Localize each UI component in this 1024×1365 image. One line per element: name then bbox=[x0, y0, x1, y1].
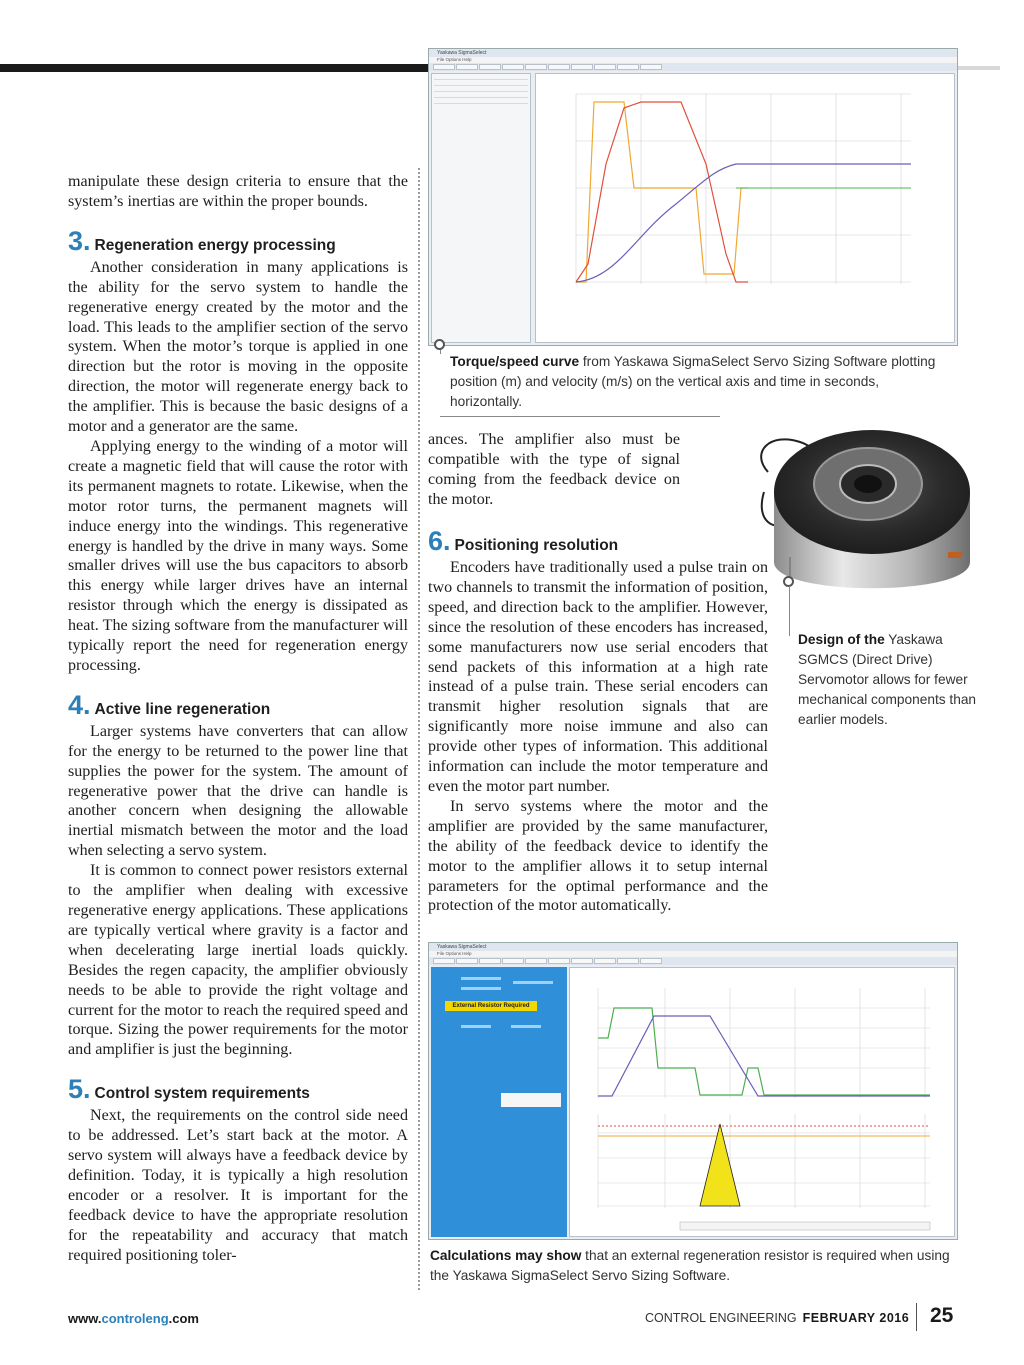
header-rule bbox=[0, 64, 440, 72]
callout-line-motor bbox=[789, 586, 790, 636]
paragraph: In servo systems where the motor and the amplifier are provided by the same manufacturer, the ability of the feedback device to identify the motor to the amplifier allows it to setup internal parameters for the optimal performance and the protection of the motor automatically. bbox=[428, 797, 768, 915]
external-resistor-warning: External Resistor Required bbox=[445, 1001, 537, 1011]
footer-separator bbox=[916, 1303, 917, 1331]
plot-area bbox=[535, 73, 955, 343]
section-heading-4: 4. Active line regeneration bbox=[68, 689, 271, 720]
paragraph: Larger systems have converters that can allow for the energy to be returned to the power line that supplies the power for the system. The amount of regenerative power that the drive can handle is another concern when designing the allowable inertial mismatch between the motor and the load when selecting a servo system. bbox=[68, 722, 408, 860]
section-heading-5: 5. Control system requirements bbox=[68, 1074, 310, 1105]
screenshot-regen-calculation bbox=[428, 942, 958, 1240]
caption-torque-speed: Torque/speed curve from Yaskawa SigmaSelect Servo Sizing Software plotting position (m) and velocity (m/s) on the vertical axis and time in seconds, horizontally. bbox=[450, 354, 936, 409]
caption-rule bbox=[440, 416, 720, 417]
trace-torque bbox=[598, 1008, 930, 1095]
section-heading-6: 6. Positioning resolution bbox=[428, 526, 619, 556]
regen-panel bbox=[431, 967, 567, 1237]
plot-area bbox=[569, 967, 955, 1237]
paragraph: Another consideration in many applications is the ability for the servo system to handle the regenerative energy created by the motor and the load. This leads to the amplifier section of the servo system. When the motor’s torque is applied in one direction but the rotor is moving in the opposite direction, the motor will regenerate energy back to the amplifier. This is because the basic designs of a motor and a generator are the same. bbox=[68, 258, 408, 436]
caption-regen: Calculations may show that an external regeneration resistor is required when using the Yaskawa SigmaSelect Servo Sizing Software. bbox=[430, 1248, 950, 1283]
footer-magazine: CONTROL ENGINEERING FEBRUARY 2016 bbox=[645, 1311, 910, 1325]
column-right-main bbox=[428, 526, 768, 916]
caption-motor: Design of the Yaskawa SGMCS (Direct Drive) Servomotor allows for fewer mechanical components than earlier models. bbox=[798, 632, 977, 727]
callout-dot bbox=[434, 339, 445, 350]
regen-plots bbox=[570, 968, 958, 1240]
column-left bbox=[68, 172, 408, 1266]
paragraph: It is common to connect power resistors external to the amplifier when dealing with excessive regenerative energy applications. These applications are typically vertical where gravity is a factor and when decelerating large inertial loads quickly. Besides the regen capacity, the amplifier obviously needs to be able to provide the right voltage and current for the motor to reach the required speed and torque. Sizing the power requirements for the motor and amplifier is just the beginning. bbox=[68, 862, 408, 1059]
window-menu: File Options Help bbox=[429, 951, 957, 957]
footer-url[interactable]: www.controleng.com bbox=[68, 1311, 199, 1326]
paragraph: manipulate these design criteria to ensure that the system’s inertias are within the proper bounds. bbox=[68, 173, 408, 210]
paragraph: Encoders have traditionally used a pulse train on two channels to transmit the information of position, speed, and direction back to the amplifier. However, since the resolution of these encoders has increased, some manufacturers now use serial encoders that send packets of this information at a high rate instead of a pulse train. These serial encoders can transmit higher resolution signals that are significantly more noise immune and also can provide other types of information. This additional information can include the motor temperature and even the motor part number. bbox=[428, 559, 768, 795]
window-menu: File Options Help bbox=[429, 57, 957, 63]
column-divider bbox=[418, 168, 420, 1290]
paragraph: Next, the requirements on the control side need to be addressed. Let’s start back at the motor. A servo system will always have a feedback device by definition. Today, it is typically a high resolution encoder or a resolver. It is important for the feedback device to have the appropriate resolution for the repeatability and accuracy that match required positioning toler- bbox=[68, 1107, 408, 1264]
parameter-panel bbox=[431, 73, 531, 343]
column-right-top bbox=[428, 430, 680, 510]
trace-accel bbox=[576, 102, 748, 282]
window-title: Yaskawa SigmaSelect bbox=[429, 943, 957, 951]
section-heading-3: 3. Regeneration energy processing bbox=[68, 225, 336, 256]
screenshot-torque-speed bbox=[428, 48, 958, 346]
window-title: Yaskawa SigmaSelect bbox=[429, 49, 957, 57]
torque-speed-plot bbox=[536, 74, 958, 346]
servomotor-photo bbox=[760, 412, 984, 620]
paragraph: ances. The amplifier also must be compatible with the type of signal coming from the feedback device on the motor. bbox=[428, 431, 680, 508]
page-number: 25 bbox=[930, 1304, 954, 1327]
paragraph: Applying energy to the winding of a motor will create a magnetic field that will cause the rotor with its permanent magnets to rotate. Likewise, when the motor rotor turns, the permanent magnets will induce energy into the windings. This regenerative energy is handled by the drive in many ways. Some smaller drives will use the bus capacitors to absorb this energy while larger drives have an internal resistor through which the energy is dissipated as heat. The sizing software from the manufacturer will typically report the need for regeneration energy processing. bbox=[68, 437, 408, 674]
window-tabs bbox=[429, 957, 957, 965]
trace-velocity bbox=[576, 102, 748, 282]
trace-position bbox=[576, 164, 911, 282]
window-tabs bbox=[429, 63, 957, 71]
